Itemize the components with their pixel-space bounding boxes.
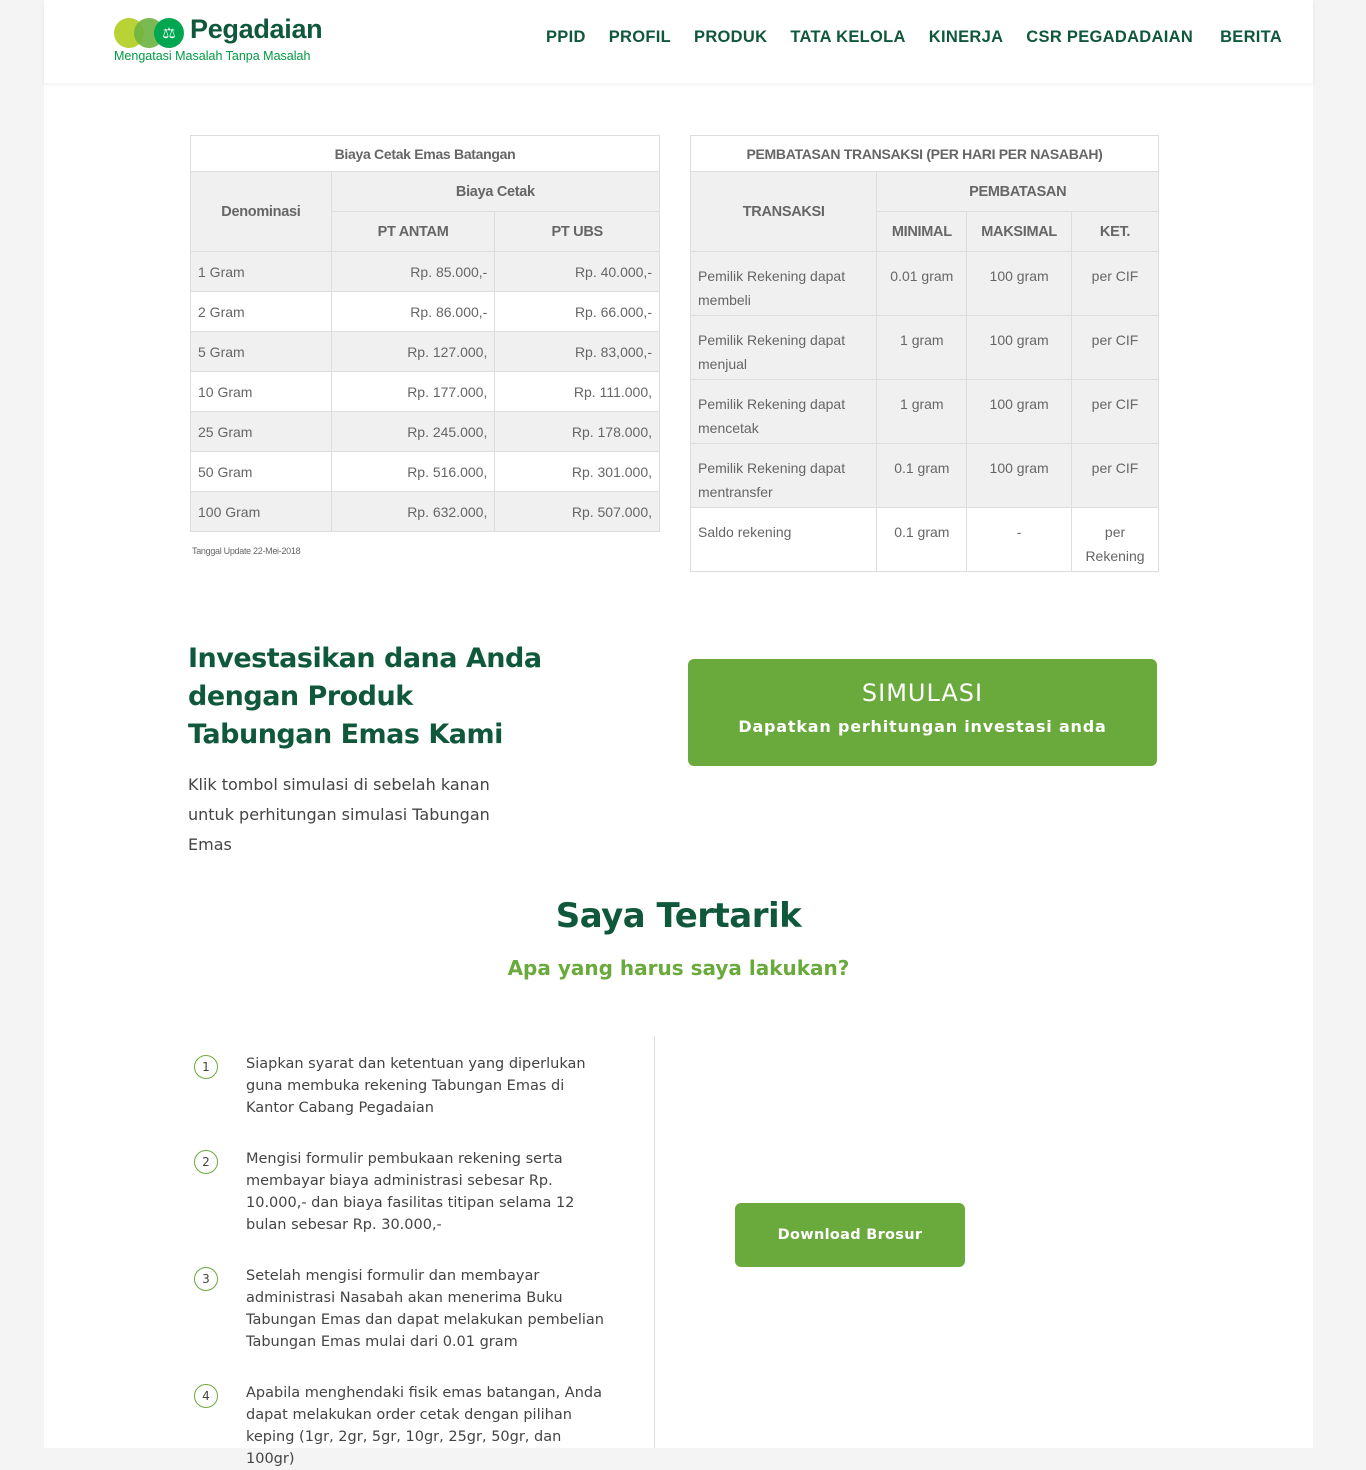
column-divider <box>654 1036 655 1448</box>
cell-antam: Rp. 86.000,- <box>331 292 495 332</box>
cell-maksimal: 100 gram <box>967 252 1072 316</box>
update-date: Tanggal Update 22-Mei-2018 <box>192 546 301 556</box>
col-pt-antam: PT ANTAM <box>331 212 495 252</box>
cell-denominasi: 50 Gram <box>191 452 332 492</box>
interest-title: Saya Tertarik <box>555 896 802 936</box>
nav-csr[interactable]: CSR PEGADADAIAN <box>1026 28 1194 46</box>
cell-ket: per CIF <box>1072 380 1159 444</box>
nav-tata-kelola[interactable]: TATA KELOLA <box>790 28 906 46</box>
table-row <box>191 332 660 372</box>
simulasi-button[interactable] <box>688 659 1157 766</box>
cell-transaksi: Saldo rekening <box>691 508 877 572</box>
invest-title: Investasikan dana Anda dengan Produk Tabungan Emas Kami <box>188 643 542 750</box>
col-ket: KET. <box>1072 212 1159 252</box>
table-row <box>191 412 660 452</box>
cell-denominasi: 5 Gram <box>191 332 332 372</box>
cell-minimal: 1 gram <box>877 380 967 444</box>
cell-ket: per CIF <box>1072 252 1159 316</box>
cell-antam: Rp. 516.000, <box>331 452 495 492</box>
nav-ppid[interactable]: PPID <box>546 28 586 46</box>
nav-berita[interactable]: BERITA <box>1220 28 1283 46</box>
col-denominasi: Denominasi <box>191 172 332 252</box>
step-text: Apabila menghendaki fisik emas batangan, Anda dapat melakukan order cetak dengan pilihan keping (1gr, 2gr, 5gr, 10gr, 25gr, 50gr, dan 100gr) <box>246 1385 602 1467</box>
step-text: Setelah mengisi formulir dan membayar administrasi Nasabah akan menerima Buku Tabungan Emas dan dapat melakukan pembelian Tabungan Emas mulai dari 0.01 gram <box>246 1268 604 1350</box>
cell-transaksi: Pemilik Rekening dapat membeli <box>691 252 877 316</box>
cell-antam: Rp. 632.000, <box>331 492 495 532</box>
site-header <box>44 0 1313 83</box>
download-brosur-button[interactable]: Download Brosur <box>735 1203 965 1267</box>
cell-denominasi: 100 Gram <box>191 492 332 532</box>
invest-description: Klik tombol simulasi di sebelah kanan untuk perhitungan simulasi Tabungan Emas <box>188 775 490 854</box>
cell-antam: Rp. 127.000, <box>331 332 495 372</box>
cell-ubs: Rp. 40.000,- <box>495 252 660 292</box>
table-row <box>191 292 660 332</box>
table-row <box>191 372 660 412</box>
step-text: Siapkan syarat dan ketentuan yang diperlukan guna membuka rekening Tabungan Emas di Kantor Cabang Pegadaian <box>246 1056 586 1116</box>
table-row <box>691 444 1159 508</box>
brand-name: Pegadaian <box>190 14 323 44</box>
cell-ubs: Rp. 507.000, <box>495 492 660 532</box>
table-row <box>191 492 660 532</box>
col-biaya-cetak: Biaya Cetak <box>331 172 659 212</box>
col-transaksi: TRANSAKSI <box>691 172 877 252</box>
nav-profil[interactable]: PROFIL <box>608 28 672 46</box>
cell-ket: per CIF <box>1072 316 1159 380</box>
cell-denominasi: 25 Gram <box>191 412 332 452</box>
col-pembatasan: PEMBATASAN <box>877 172 1159 212</box>
pegadaian-logo[interactable] <box>114 14 334 66</box>
cell-antam: Rp. 245.000, <box>331 412 495 452</box>
biaya-cetak-table <box>190 135 660 532</box>
cell-maksimal: - <box>967 508 1072 572</box>
page <box>44 0 1313 1467</box>
table-row <box>691 316 1159 380</box>
cell-minimal: 0.01 gram <box>877 252 967 316</box>
cell-minimal: 1 gram <box>877 316 967 380</box>
cell-ubs: Rp. 66.000,- <box>495 292 660 332</box>
cell-transaksi: Pemilik Rekening dapat mencetak <box>691 380 877 444</box>
cell-ket: per CIF <box>1072 444 1159 508</box>
col-pt-ubs: PT UBS <box>495 212 660 252</box>
cell-denominasi: 10 Gram <box>191 372 332 412</box>
interest-subtitle: Apa yang harus saya lakukan? <box>507 956 850 980</box>
step-number: 3 <box>194 1267 218 1291</box>
table-row <box>691 508 1159 572</box>
cell-transaksi: Pemilik Rekening dapat menjual <box>691 316 877 380</box>
cell-minimal: 0.1 gram <box>877 444 967 508</box>
cell-ket: per Rekening <box>1072 508 1159 572</box>
cell-antam: Rp. 177.000, <box>331 372 495 412</box>
cell-ubs: Rp. 83,000,- <box>495 332 660 372</box>
cell-maksimal: 100 gram <box>967 380 1072 444</box>
simulasi-subtitle: Dapatkan perhitungan investasi anda <box>738 717 1107 736</box>
cell-antam: Rp. 85.000,- <box>331 252 495 292</box>
cell-maksimal: 100 gram <box>967 316 1072 380</box>
cell-transaksi: Pemilik Rekening dapat mentransfer <box>691 444 877 508</box>
nav-produk[interactable]: PRODUK <box>694 28 768 46</box>
table-row <box>191 452 660 492</box>
main-nav <box>546 28 1305 47</box>
cell-minimal: 0.1 gram <box>877 508 967 572</box>
col-maksimal: MAKSIMAL <box>967 212 1072 252</box>
brand-tagline: Mengatasi Masalah Tanpa Masalah <box>114 49 311 63</box>
cell-denominasi: 1 Gram <box>191 252 332 292</box>
table-row <box>691 252 1159 316</box>
nav-kinerja[interactable]: KINERJA <box>928 28 1004 46</box>
step-number: 2 <box>194 1150 218 1174</box>
cell-denominasi: 2 Gram <box>191 292 332 332</box>
col-minimal: MINIMAL <box>877 212 967 252</box>
scale-icon: ⚖ <box>154 18 184 48</box>
cell-maksimal: 100 gram <box>967 444 1072 508</box>
table-caption: PEMBATASAN TRANSAKSI (PER HARI PER NASABAH) <box>691 136 1159 172</box>
pembatasan-transaksi-table <box>690 135 1159 572</box>
step-number: 4 <box>194 1384 218 1408</box>
cell-ubs: Rp. 301.000, <box>495 452 660 492</box>
step-text: Mengisi formulir pembukaan rekening serta membayar biaya administrasi sebesar Rp. 10.000,- dan biaya fasilitas titipan selama 12 bulan sebesar Rp. 30.000,- <box>246 1151 575 1233</box>
table-row <box>191 252 660 292</box>
table-caption: Biaya Cetak Emas Batangan <box>191 136 660 172</box>
simulasi-title: SIMULASI <box>861 679 984 707</box>
cell-ubs: Rp. 111.000, <box>495 372 660 412</box>
step-number: 1 <box>194 1055 218 1079</box>
table-row <box>691 380 1159 444</box>
cell-ubs: Rp. 178.000, <box>495 412 660 452</box>
